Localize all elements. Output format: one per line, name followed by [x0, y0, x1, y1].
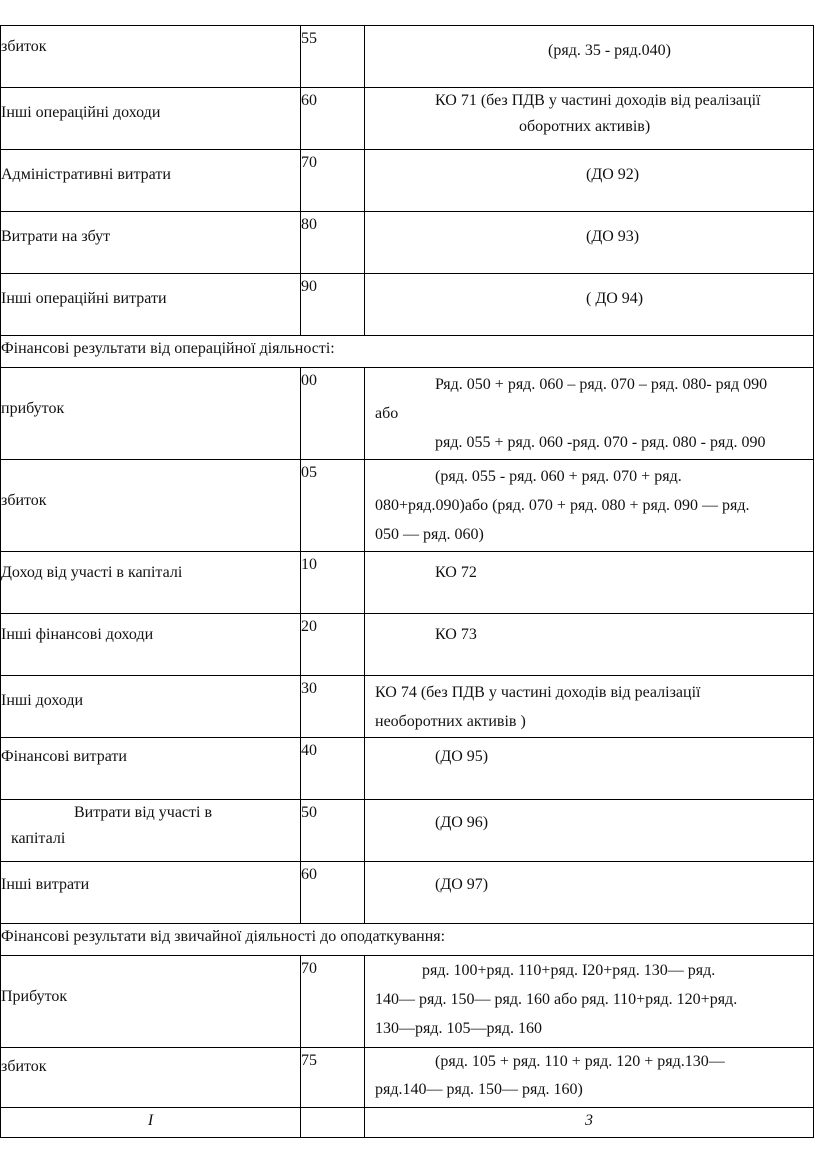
section-heading-operating: Фінансові результати від операційної діяльності:	[1, 336, 814, 368]
row-code-cell: 80	[301, 212, 365, 274]
row-formula-cell: Ряд. 050 + ряд. 060 – ряд. 070 – ряд. 080- ряд 090 або ряд. 055 + ряд. 060 -ряд. 070 - ряд. 080 - ряд. 090	[365, 368, 814, 460]
row-code-cell: 30	[301, 676, 365, 738]
table-row	[1, 460, 814, 552]
row-code-cell: 20	[301, 614, 365, 676]
row-formula-cell: (ряд. 35 - ряд.040)	[365, 26, 814, 88]
row-formula-cell: (ДО 95)	[365, 738, 814, 800]
row-name-cell: Інші витрати	[1, 862, 301, 924]
table-row	[1, 1048, 814, 1108]
row-formula-cell: КО 71 (без ПДВ у частині доходів від реалізації оборотних активів)	[365, 88, 814, 150]
row-name-cell: Інші операційні витрати	[1, 274, 301, 336]
row-name-cell: Адміністративні витрати	[1, 150, 301, 212]
row-name-cell: Інші доходи	[1, 676, 301, 738]
row-formula-cell: ряд. 100+ряд. 110+ряд. I20+ряд. 130— ряд. 140— ряд. 150— ряд. 160 або ряд. 110+ряд. 120+ряд. 130—ряд. 105—ряд. 160	[365, 956, 814, 1048]
row-code-cell: 60	[301, 88, 365, 150]
table-row	[1, 26, 814, 88]
row-name-cell: збиток	[1, 1048, 301, 1108]
row-formula-cell: КО 74 (без ПДВ у частині доходів від реалізації необоротних активів )	[365, 676, 814, 738]
row-name-cell: Витрати від участі в капіталі	[1, 800, 301, 862]
row-formula-cell: (ДО 97)	[365, 862, 814, 924]
section-header-row	[1, 924, 814, 956]
row-code-cell: 10	[301, 552, 365, 614]
table-row	[1, 88, 814, 150]
row-code-cell: 05	[301, 460, 365, 552]
table-row	[1, 676, 814, 738]
row-code-cell: 75	[301, 1048, 365, 1108]
footer-col3: 3	[365, 1108, 814, 1138]
row-formula-cell: (ДО 92)	[365, 150, 814, 212]
row-formula-cell: КО 72	[365, 552, 814, 614]
section-header-row	[1, 336, 814, 368]
table-row	[1, 614, 814, 676]
row-name-cell: Фінансові витрати	[1, 738, 301, 800]
row-formula-cell: КО 73	[365, 614, 814, 676]
row-formula-cell: (ряд. 055 - ряд. 060 + ряд. 070 + ряд. 080+ряд.090)або (ряд. 070 + ряд. 080 + ряд. 090 — ряд. 050 — ряд. 060)	[365, 460, 814, 552]
row-formula-cell: (ДО 93)	[365, 212, 814, 274]
table-row	[1, 150, 814, 212]
table-row	[1, 274, 814, 336]
row-formula-cell: ( ДО 94)	[365, 274, 814, 336]
footer-row	[1, 1108, 814, 1138]
row-name-cell: Інші операційні доходи	[1, 88, 301, 150]
row-code-cell: 50	[301, 800, 365, 862]
row-name-cell: Прибуток	[1, 956, 301, 1048]
table-row	[1, 800, 814, 862]
row-code-cell: 90	[301, 274, 365, 336]
row-name-cell: збиток	[1, 26, 301, 88]
section-heading-ordinary: Фінансові результати від звичайної діяльності до оподаткування:	[1, 924, 814, 956]
footer-col2	[301, 1108, 365, 1138]
table-row	[1, 862, 814, 924]
row-code-cell: 55	[301, 26, 365, 88]
row-name-cell: Інші фінансові доходи	[1, 614, 301, 676]
row-name-cell: Витрати на збут	[1, 212, 301, 274]
row-name-cell: прибуток	[1, 368, 301, 460]
row-code-cell: 40	[301, 738, 365, 800]
row-code-cell: 70	[301, 956, 365, 1048]
table-row	[1, 368, 814, 460]
row-code-cell: 70	[301, 150, 365, 212]
table-row	[1, 212, 814, 274]
row-name-cell: Доход від участі в капіталі	[1, 552, 301, 614]
row-name-cell: збиток	[1, 460, 301, 552]
row-code-cell: 60	[301, 862, 365, 924]
table-row	[1, 552, 814, 614]
row-code-cell: 00	[301, 368, 365, 460]
footer-col1: I	[1, 1108, 301, 1138]
table-row	[1, 956, 814, 1048]
row-formula-cell: (ряд. 105 + ряд. 110 + ряд. 120 + ряд.130— ряд.140— ряд. 150— ряд. 160)	[365, 1048, 814, 1108]
financial-results-table	[0, 25, 814, 1138]
row-formula-cell: (ДО 96)	[365, 800, 814, 862]
table-row	[1, 738, 814, 800]
